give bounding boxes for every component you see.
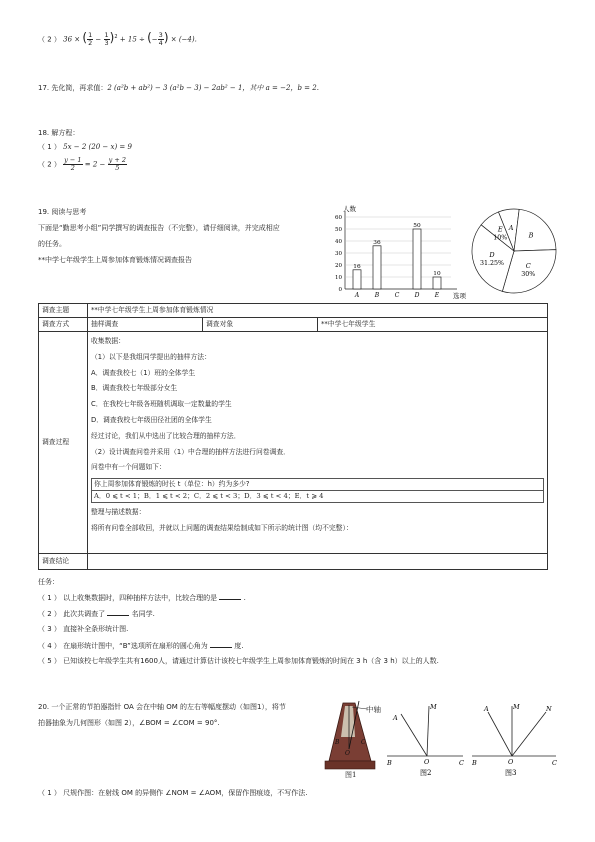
pie-slice-label: E bbox=[497, 225, 503, 234]
q20-part1: （ 1 ） 尺规作图：在射线 OM 的异侧作 ∠NOM = ∠AOM，保留作图痕迹，不写作法. bbox=[38, 789, 308, 797]
pie-slice-percent: 30% bbox=[521, 271, 536, 279]
process-line: A．调查我校七（1）班的全体学生 bbox=[91, 368, 196, 377]
bar-value-label: 50 bbox=[413, 223, 421, 229]
y-tick-label: 40 bbox=[335, 239, 342, 245]
process-line: （1）以下是我组同学提出的抽样方法： bbox=[91, 352, 211, 361]
q18-part2: （ 2 ） $\frac{y - 1}{2}$ = 2 − $\frac{y + 2}{5}$ bbox=[38, 156, 127, 172]
row-value-subject: **中学七年级学生 bbox=[318, 318, 548, 332]
task-item: （ 2 ） 此次共调查了 名同学. bbox=[38, 610, 155, 618]
process-line: D．调查我校七年级田径社团的全体学生 bbox=[91, 415, 212, 424]
q-prev-line: （ 2 ） 36 × ( $\frac{1}{2}$ − $\frac{1}{3}$ )$^2$ + 15 ÷ (− $\frac{3}{4}$ ) × (−4). bbox=[38, 30, 197, 47]
row-label-process: 调查过程 bbox=[39, 332, 88, 554]
y-tick-label: 60 bbox=[335, 215, 342, 221]
process-line: 将所有问卷全部收回，并就以上问题的调查结果绘制成如下所示的统计图（均不完整）： bbox=[91, 523, 353, 532]
q19-intro-2: 的任务。 bbox=[38, 240, 66, 248]
row-label-topic: 调查主题 bbox=[39, 304, 88, 318]
q19-intro-1: 下面是“勤思考小组”同学撰写的调查报告（不完整），请仔细阅读，并完成相应 bbox=[38, 224, 280, 232]
fig2-label: 图2 bbox=[420, 769, 432, 777]
row-label-subject: 调查对象 bbox=[203, 318, 318, 332]
process-line: 问卷中有一个问题如下： bbox=[91, 463, 166, 472]
q18-part1: （ 1 ） 5x − 2 (20 − x) = 9 bbox=[38, 143, 132, 151]
pie-slice-label: C bbox=[525, 262, 531, 271]
bar-chart bbox=[327, 203, 467, 298]
pie-slice-label: A bbox=[508, 224, 514, 233]
svg-text:C: C bbox=[361, 739, 366, 746]
pie-chart bbox=[470, 203, 560, 298]
y-tick-label: 0 bbox=[338, 287, 342, 293]
svg-text:B: B bbox=[387, 759, 392, 767]
x-tick-label: B bbox=[374, 292, 380, 299]
bar bbox=[413, 229, 421, 289]
svg-text:N: N bbox=[546, 705, 552, 713]
pie-slice bbox=[514, 209, 556, 251]
x-tick-label: D bbox=[414, 292, 420, 299]
row-value-process bbox=[88, 332, 548, 554]
process-line: 收集数据： bbox=[91, 337, 125, 345]
svg-text:O: O bbox=[424, 758, 430, 766]
row-label-conclusion: 调查结论 bbox=[39, 554, 88, 570]
fraction: $\frac{1}{2}$ bbox=[88, 31, 93, 47]
row-value-conclusion bbox=[88, 554, 548, 570]
svg-text:B: B bbox=[472, 759, 477, 767]
y-tick-label: 30 bbox=[335, 251, 342, 257]
fraction: $\frac{3}{4}$ bbox=[158, 31, 163, 47]
figure-3 bbox=[470, 700, 560, 775]
x-axis-label: 选项 bbox=[453, 292, 466, 300]
x-tick-label: A bbox=[354, 292, 360, 299]
pie-slice-label: D bbox=[489, 251, 495, 260]
row-value-topic: **中学七年级学生上周参加体育锻炼情况 bbox=[88, 304, 548, 318]
bar-value-label: 36 bbox=[373, 239, 381, 246]
questionnaire-question: 你上周参加体育锻炼的时长 t（单位：h）约为多少? bbox=[92, 479, 543, 491]
x-tick-label: E bbox=[434, 292, 440, 299]
svg-text:A: A bbox=[484, 705, 489, 713]
svg-text:M: M bbox=[430, 703, 437, 711]
q18-title: 18. 解方程： bbox=[38, 129, 80, 137]
pie-slice-percent: 31.25% bbox=[479, 260, 504, 268]
svg-text:O: O bbox=[508, 758, 514, 766]
fraction: $\frac{1}{3}$ bbox=[104, 31, 109, 47]
fig1-label: 图1 bbox=[345, 771, 357, 779]
answer-blank[interactable] bbox=[210, 641, 232, 648]
pie-slice-label: B bbox=[528, 231, 534, 240]
bar-value-label: 10 bbox=[433, 271, 441, 277]
fig3-label: 图3 bbox=[505, 769, 517, 777]
process-line: B．调查我校七年级部分女生 bbox=[91, 384, 178, 393]
task-item: （ 5 ） 已知该校七年级学生共有1600人，请通过计算估计该校七年级学生上周参加体育锻炼的时间在 3 h（含 3 h）以上的人数. bbox=[38, 657, 439, 665]
answer-blank[interactable] bbox=[107, 609, 129, 616]
task-item: （ 4 ） 在扇形统计图中，“B”选项所在扇形的圆心角为 度. bbox=[38, 642, 244, 650]
bar bbox=[433, 277, 441, 289]
svg-text:M: M bbox=[513, 703, 520, 711]
x-tick-label: C bbox=[394, 292, 400, 299]
questionnaire-box bbox=[91, 478, 544, 503]
pie-slice-percent: 10% bbox=[493, 234, 508, 242]
q19-report-title: **中学七年级学生上周参加体育锻炼情况调查报告 bbox=[38, 256, 192, 264]
figure-2 bbox=[385, 700, 465, 775]
bar bbox=[353, 270, 361, 289]
y-tick-label: 10 bbox=[335, 275, 342, 281]
q20-line-1: 20. 一个正常的节拍器指针 OA 会在中轴 OM 的左右等幅度摆动（如图1），将节 bbox=[38, 703, 286, 711]
process-line: 经过讨论，我们从中选出了比较合理的抽样方法． bbox=[91, 431, 241, 440]
row-label-method: 调查方式 bbox=[39, 318, 88, 332]
svg-text:B: B bbox=[335, 739, 340, 746]
svg-text:O: O bbox=[345, 750, 350, 757]
process-line: （2）设计调查问卷并采用（1）中合理的抽样方法进行问卷调查． bbox=[91, 447, 290, 456]
row-value-method: 抽样调查 bbox=[88, 318, 203, 332]
bar bbox=[373, 246, 381, 289]
survey-table bbox=[38, 303, 548, 570]
y-tick-label: 20 bbox=[335, 263, 342, 269]
y-axis-label: 人数 bbox=[343, 205, 356, 213]
questionnaire-options: A．0 ⩽ t < 1；B．1 ⩽ t < 2；C．2 ⩽ t < 3；D．3 ⩽ t < 4；E．t ⩾ 4 bbox=[94, 492, 324, 501]
q19-title: 19. 阅读与思考 bbox=[38, 208, 87, 216]
y-tick-label: 50 bbox=[335, 227, 342, 233]
svg-text:C: C bbox=[459, 759, 464, 767]
svg-text:C: C bbox=[552, 759, 557, 767]
answer-blank[interactable] bbox=[219, 593, 241, 600]
task-item: （ 1 ） 以上收集数据时，四种抽样方法中，比较合理的是 . bbox=[38, 594, 246, 602]
tasks-title: 任务： bbox=[38, 578, 59, 586]
bar-value-label: 16 bbox=[353, 263, 361, 270]
axis-label: 中轴 bbox=[366, 705, 381, 714]
process-line: 整理与描述数据： bbox=[91, 508, 146, 517]
q17: 17. 先化简，再求值：2 (a²b + ab²) − 3 (a²b − 3) − 2ab² − 1，其中 a = −2，b = 2. bbox=[38, 84, 319, 92]
q20-line-2: 拍器抽象为几何图形（如图 2），∠BOM = ∠COM = 90°. bbox=[38, 719, 220, 727]
svg-text:A: A bbox=[393, 714, 398, 722]
task-item: （ 3 ） 直接补全条形统计图. bbox=[38, 625, 129, 633]
process-line: C．在我校七年级各班随机调取一定数量的学生 bbox=[91, 400, 232, 409]
